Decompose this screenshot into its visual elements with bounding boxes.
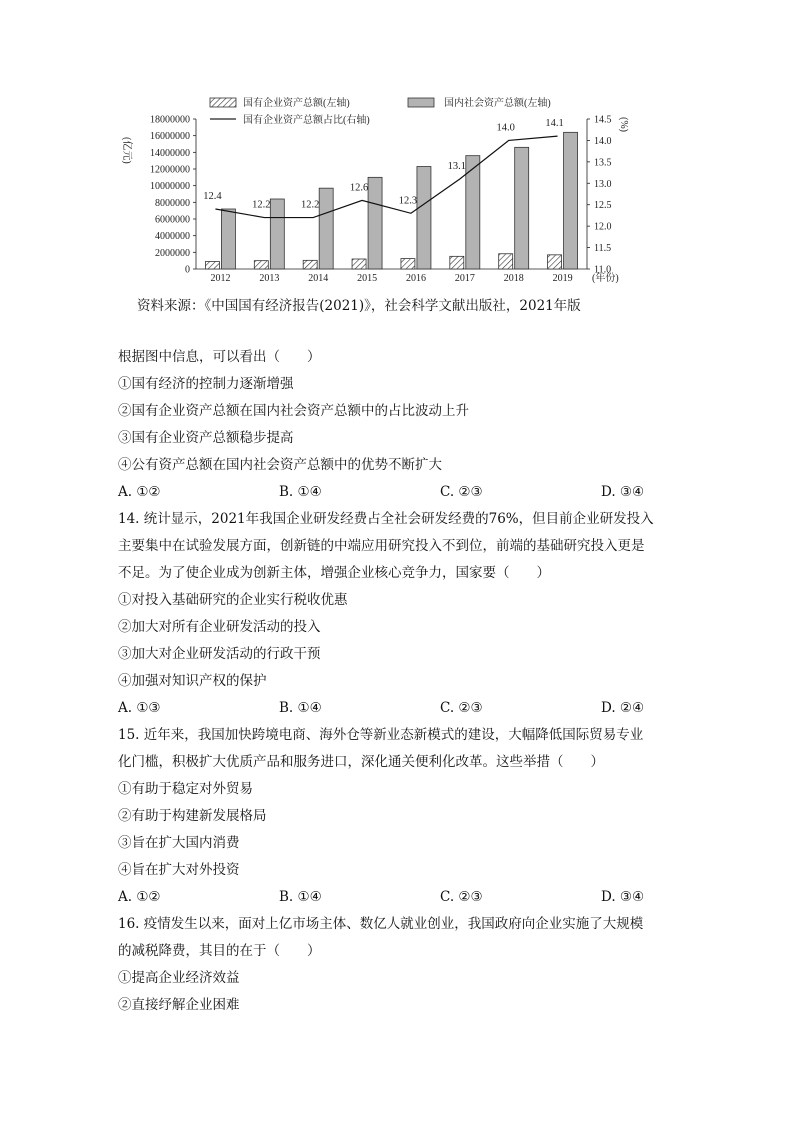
bar-state-assets [352, 259, 366, 269]
x-tick-label: 2016 [405, 273, 426, 284]
statement-item: ④公有资产总额在国内社会资产总额中的优势不断扩大 [118, 457, 442, 473]
statement-item: ②直接纾解企业困难 [118, 997, 240, 1013]
left-tick-label: 2000000 [155, 247, 190, 259]
ratio-data-label: 12.6 [349, 182, 369, 194]
statement-item: ①提高企业经济效益 [118, 970, 240, 986]
question-13 [118, 344, 678, 506]
option-c: C. ②③ [440, 889, 483, 905]
statement-item: ④加强对知识产权的保护 [118, 673, 267, 689]
option-a: A. ①③ [118, 700, 161, 716]
ratio-data-label: 14.1 [545, 118, 564, 130]
right-tick-label: 12.5 [594, 200, 612, 212]
option-d: D. ②④ [601, 700, 645, 716]
right-axis-unit: (%) [618, 117, 629, 132]
x-tick-label: 2018 [503, 273, 524, 284]
left-axis-unit: (亿元) [121, 137, 132, 164]
x-tick-label: 2014 [308, 273, 329, 284]
question-stem: 根据图中信息，可以看出（ ） [118, 349, 321, 365]
question-stem: 15. 近年来，我国加快跨境电商、海外仓等新业态新模式的建设，大幅降低国际贸易专业 [118, 727, 644, 743]
option-a: A. ①② [118, 484, 161, 500]
left-tick-label: 18000000 [150, 114, 190, 126]
question-content [118, 344, 678, 1019]
left-tick-label: 10000000 [150, 181, 190, 193]
legend-label-state-assets: 国有企业资产总额(左轴) [243, 98, 350, 109]
option-b: B. ①④ [279, 484, 322, 500]
right-tick-label: 12.0 [594, 221, 612, 233]
chart-line [203, 118, 564, 217]
answer-options [118, 695, 678, 722]
ratio-data-label: 12.4 [203, 191, 222, 202]
ratio-data-label: 12.2 [301, 199, 320, 211]
right-tick-label: 14.0 [594, 135, 612, 147]
left-tick-label: 6000000 [155, 214, 190, 226]
right-tick-label: 14.5 [594, 114, 612, 126]
question-15 [118, 722, 678, 911]
left-tick-label: 14000000 [150, 147, 190, 159]
option-d: D. ③④ [601, 484, 645, 500]
option-c: C. ②③ [440, 484, 483, 500]
bar-social-assets [221, 209, 235, 269]
x-axis-unit: (年份) [592, 273, 619, 284]
statement-item: ①对投入基础研究的企业实行税收优惠 [118, 592, 348, 608]
bar-social-assets [270, 199, 284, 269]
statement-item: ①国有经济的控制力逐渐增强 [118, 376, 294, 392]
statement-item: ②加大对所有企业研发活动的投入 [118, 619, 321, 635]
option-b: B. ①④ [279, 700, 322, 716]
legend-label-ratio: 国有企业资产总额占比(右轴) [243, 115, 370, 126]
option-c: C. ②③ [440, 700, 483, 716]
legend-swatch-social-assets [408, 98, 434, 107]
answer-options [118, 479, 678, 506]
statement-item: ②国有企业资产总额在国内社会资产总额中的占比波动上升 [118, 403, 469, 419]
bar-social-assets [515, 147, 529, 269]
bar-state-assets [205, 262, 219, 270]
left-tick-label: 8000000 [155, 197, 190, 209]
question-16 [118, 911, 678, 1019]
ratio-data-label: 12.2 [252, 199, 271, 211]
bar-state-assets [450, 256, 464, 269]
question-stem: 16. 疫情发生以来，面对上亿市场主体、数亿人就业创业，我国政府向企业实施了大规模 [118, 916, 644, 932]
x-tick-label: 2015 [357, 273, 378, 284]
right-tick-label: 13.5 [594, 157, 612, 169]
question-stem: 不足。为了使企业成为创新主体，增强企业核心竞争力，国家要（ ） [118, 565, 550, 581]
bar-social-assets [564, 132, 578, 269]
question-stem: 化门槛，积极扩大优质产品和服务进口，深化通关便利化改革。这些举措（ ） [118, 754, 604, 770]
bar-state-assets [254, 261, 268, 269]
ratio-data-label: 12.3 [398, 195, 418, 207]
statement-item: ④旨在扩大对外投资 [118, 862, 240, 878]
bar-state-assets [548, 255, 562, 269]
statement-item: ③旨在扩大国内消费 [118, 835, 240, 851]
option-b: B. ①④ [279, 889, 322, 905]
x-tick-label: 2017 [454, 273, 475, 284]
right-tick-label: 11.5 [594, 243, 612, 255]
question-14 [118, 506, 678, 722]
bar-state-assets [303, 260, 317, 269]
bar-social-assets [417, 167, 431, 270]
bar-social-assets [368, 177, 382, 269]
x-tick-label: 2019 [552, 273, 573, 284]
x-tick-label: 2012 [210, 273, 231, 284]
ratio-data-label: 13.1 [447, 161, 466, 172]
statement-item: ③国有企业资产总额稳步提高 [118, 430, 294, 446]
right-tick-label: 13.0 [594, 178, 612, 190]
bar-state-assets [401, 259, 415, 269]
legend-label-social-assets: 国内社会资产总额(左轴) [444, 98, 551, 109]
question-stem: 14. 统计显示，2021年我国企业研发经费占全社会研发经费的76%，但目前企业研发投入 [118, 511, 654, 527]
ratio-data-label: 14.0 [496, 122, 515, 134]
chart-source: 资料来源：《中国国有经济报告(2021)》，社会科学文献出版社，2021年版 [137, 298, 581, 314]
statement-item: ②有助于构建新发展格局 [118, 808, 267, 824]
statement-item: ③加大对企业研发活动的行政干预 [118, 646, 321, 662]
left-tick-label: 0 [185, 264, 190, 276]
answer-options [118, 884, 678, 911]
x-tick-label: 2013 [259, 273, 280, 284]
left-tick-label: 4000000 [155, 231, 190, 243]
bar-state-assets [499, 254, 513, 269]
legend-swatch-state-assets [210, 98, 236, 107]
statement-item: ①有助于稳定对外贸易 [118, 781, 253, 797]
option-a: A. ①② [118, 889, 161, 905]
bar-social-assets [319, 188, 333, 269]
question-stem: 的减税降费，其目的在于（ ） [118, 943, 321, 959]
question-stem: 主要集中在试验发展方面，创新链的中端应用研究投入不到位，前端的基础研究投入更是 [118, 538, 645, 554]
left-tick-label: 16000000 [150, 131, 190, 143]
left-tick-label: 12000000 [150, 164, 190, 176]
option-d: D. ③④ [601, 889, 645, 905]
asset-chart [100, 88, 660, 293]
right-tick-label: 11.0 [594, 264, 612, 276]
